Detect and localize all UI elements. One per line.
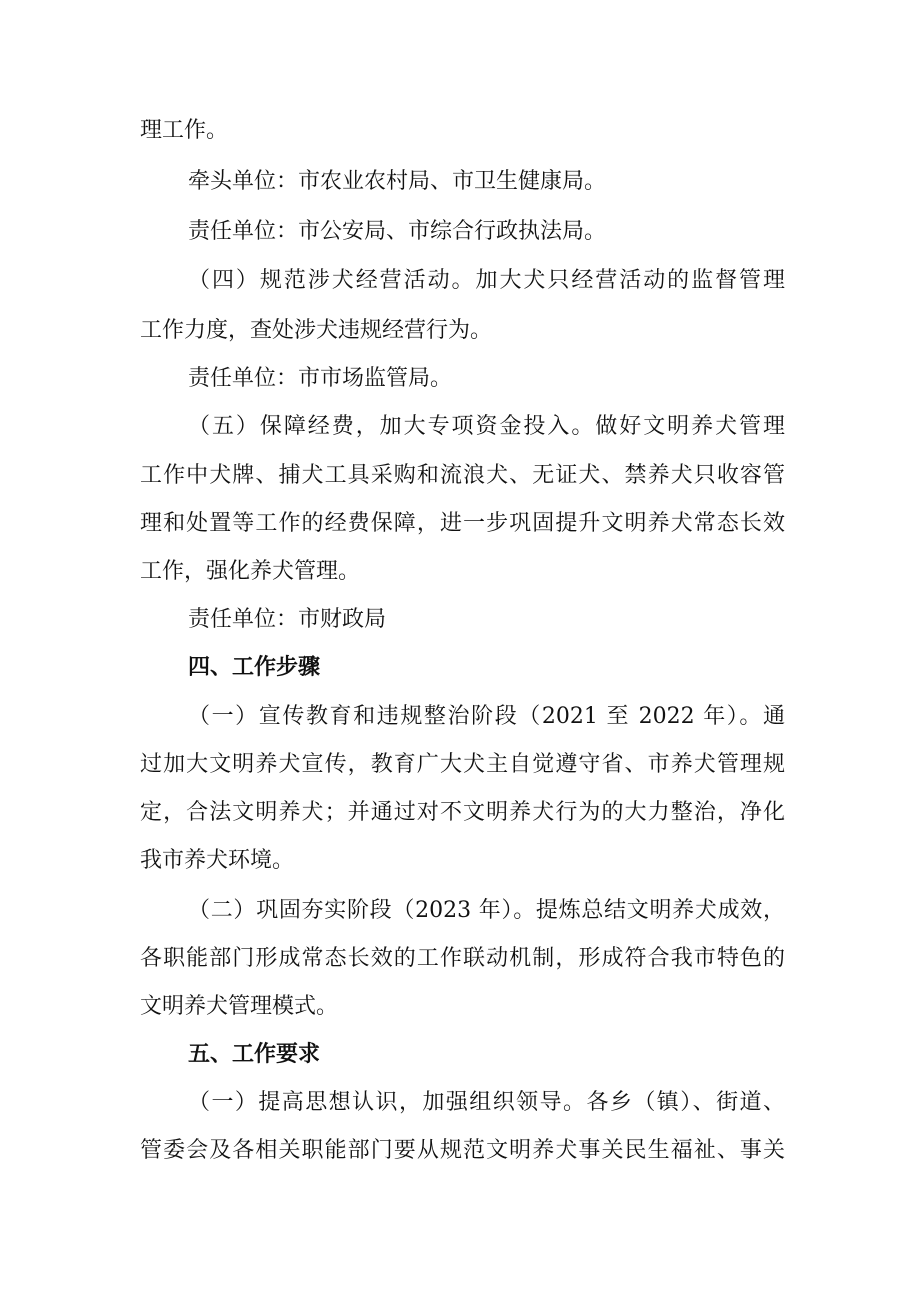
paragraph-line: 各职能部门形成常态长效的工作联动机制，形成符合我市特色的 xyxy=(140,946,785,971)
paragraph-line: 定，合法文明养犬；并通过对不文明养犬行为的大力整治，净化 xyxy=(140,800,785,825)
paragraph-line: （四）规范涉犬经营活动。加大犬只经营活动的监督管理 xyxy=(188,268,785,293)
paragraph-line: 文明养犬管理模式。 xyxy=(140,994,339,1019)
responsible-unit-line: 责任单位：市市场监管局。 xyxy=(188,366,453,391)
paragraph-line: 理工作。 xyxy=(140,118,229,143)
lead-unit-line: 牵头单位：市农业农村局、市卫生健康局。 xyxy=(188,169,607,194)
paragraph-line: 工作中犬牌、捕犬工具采购和流浪犬、无证犬、禁养犬只收容管 xyxy=(140,463,785,488)
responsible-unit-line: 责任单位：市公安局、市综合行政执法局。 xyxy=(188,219,607,244)
paragraph-line: 理和处置等工作的经费保障，进一步巩固提升文明养犬常态长效 xyxy=(140,511,785,536)
paragraph-line: 管委会及各相关职能部门要从规范文明养犬事关民生福祉、事关 xyxy=(140,1138,785,1163)
paragraph-line: 过加大文明养犬宣传，教育广大犬主自觉遵守省、市养犬管理规 xyxy=(140,752,785,777)
section-heading: 五、工作要求 xyxy=(188,1042,321,1067)
paragraph-line: 我市养犬环境。 xyxy=(140,848,295,873)
paragraph-line: 工作，强化养犬管理。 xyxy=(140,559,361,584)
paragraph-line: （二）巩固夯实阶段（2023 年）。提炼总结文明养犬成效， xyxy=(188,898,785,923)
paragraph-line: 工作力度，查处涉犬违规经营行为。 xyxy=(140,318,493,343)
paragraph-line: （五）保障经费，加大专项资金投入。做好文明养犬管理 xyxy=(188,414,785,439)
section-heading: 四、工作步骤 xyxy=(188,655,321,680)
paragraph-line: （一）宣传教育和违规整治阶段（2021 至 2022 年）。通 xyxy=(188,704,785,729)
paragraph-line: （一）提高思想认识，加强组织领导。各乡（镇）、街道、 xyxy=(188,1090,785,1115)
responsible-unit-line: 责任单位：市财政局 xyxy=(188,607,387,632)
